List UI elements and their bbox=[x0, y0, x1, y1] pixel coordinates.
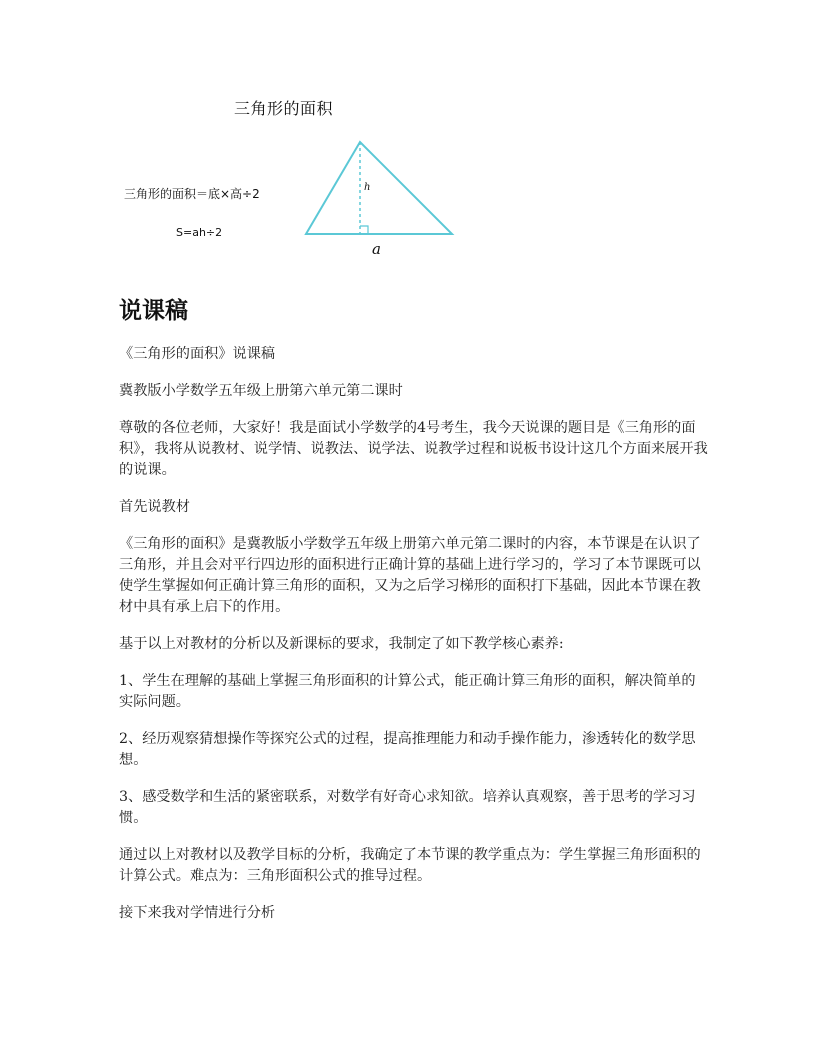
height-label: h bbox=[364, 182, 371, 193]
paragraph-title: 《三角形的面积》说课稿 bbox=[119, 346, 276, 362]
triangle-shape bbox=[306, 142, 452, 234]
paragraph-greeting: 尊敬的各位老师，大家好！我是面试小学数学的4号考生，我今天说课的题目是《三角形的面积》，我将从说教材、说学情、说教法、说学法、说教学过程和说板书设计这几个方面来展开我的说课。 bbox=[119, 420, 708, 478]
paragraph-goals-intro: 基于以上对教材的分析以及新课标的要求，我制定了如下教学核心素养: bbox=[119, 636, 564, 652]
document-body bbox=[119, 344, 709, 940]
base-label: a bbox=[372, 240, 381, 258]
figure-title: 三角形的面积 bbox=[234, 99, 334, 118]
page-heading: 说课稿 bbox=[119, 298, 188, 324]
area-formula-short: S=ah÷2 bbox=[176, 226, 223, 239]
paragraph-student-analysis: 接下来我对学情进行分析 bbox=[119, 905, 276, 921]
paragraph-goal-3: 3、感受数学和生活的紧密联系，对数学有好奇心求知欲。培养认真观察，善于思考的学习习惯。 bbox=[119, 789, 696, 826]
right-angle-mark bbox=[360, 226, 368, 234]
triangle-area-figure bbox=[110, 90, 470, 260]
triangle-diagram bbox=[300, 134, 470, 264]
paragraph-textbook-analysis: 《三角形的面积》是冀教版小学数学五年级上册第六单元第二课时的内容，本节课是在认识了三角形，并且会对平行四边形的面积进行正确计算的基础上进行学习的，学习了本节课既可以使学生掌握如何正确计算三角形的面积，又为之后学习梯形的面积打下基础，因此本节课在教材中具有承上启下的作用。 bbox=[119, 536, 701, 615]
area-formula-text: 三角形的面积＝底×高÷2 bbox=[124, 187, 260, 201]
paragraph-section-textbook: 首先说教材 bbox=[119, 499, 190, 515]
paragraph-goal-1: 1、学生在理解的基础上掌握三角形面积的计算公式，能正确计算三角形的面积，解决简单的实际问题。 bbox=[119, 673, 696, 710]
paragraph-course-info: 冀教版小学数学五年级上册第六单元第二课时 bbox=[119, 383, 403, 399]
paragraph-key-points: 通过以上对教材以及教学目标的分析，我确定了本节课的教学重点为：学生掌握三角形面积的计算公式。难点为：三角形面积公式的推导过程。 bbox=[119, 847, 701, 884]
paragraph-goal-2: 2、经历观察猜想操作等探究公式的过程，提高推理能力和动手操作能力，渗透转化的数学思想。 bbox=[119, 731, 696, 768]
